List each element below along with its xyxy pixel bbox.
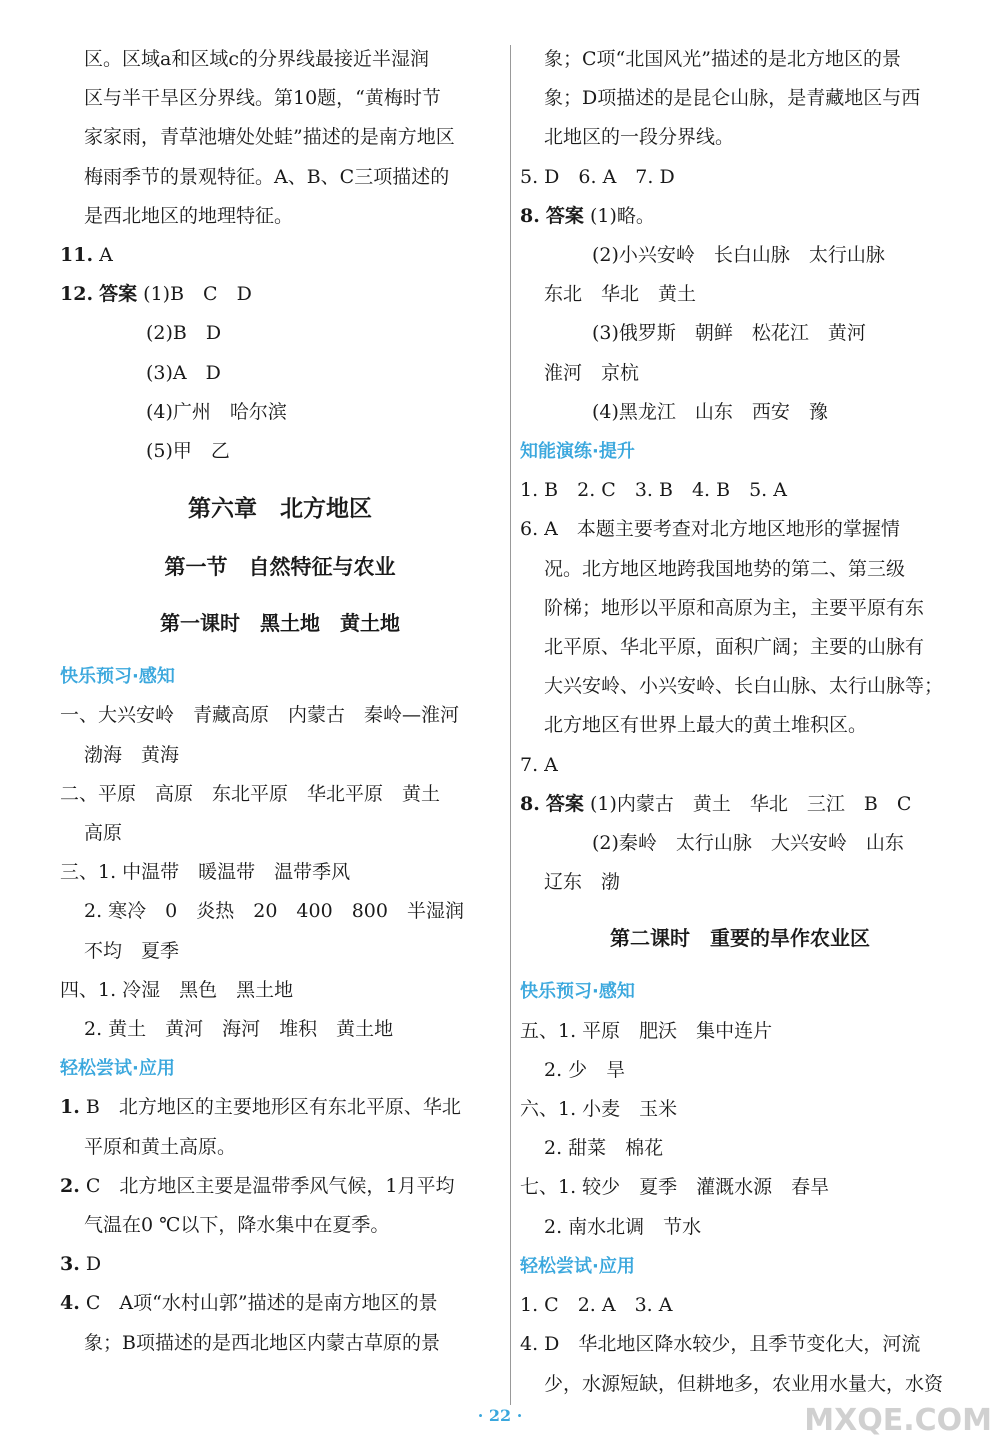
text-line: 是西北地区的地理特征。 <box>84 204 294 227</box>
text-line: 平原和黄土高原。 <box>84 1135 237 1158</box>
text-line: 三、1. 中温带 暖温带 温带季风 <box>60 861 351 884</box>
answer-text: C A项“水村山郭”描述的是南方地区的景 <box>85 1292 438 1315</box>
text-line: 辽东 渤 <box>544 871 621 894</box>
text-line: 少，水源短缺，但耕地多，农业用水量大，水资 <box>544 1372 944 1395</box>
section-heading: 轻松尝试·应用 <box>520 1255 635 1277</box>
question-line <box>60 1245 500 1284</box>
question-number: 8. <box>520 792 540 815</box>
text-line: 北地区的一段分界线。 <box>544 126 735 149</box>
text-line: 淮河 京杭 <box>544 361 640 384</box>
answer-label: 答案 <box>99 283 138 306</box>
answer-text: A <box>99 244 113 267</box>
question-number: 11. <box>60 244 94 267</box>
watermark: MXQE.COM <box>804 1403 992 1438</box>
answer-label: 答案 <box>545 204 584 227</box>
answer-label: 答案 <box>545 792 584 815</box>
question-number: 3. <box>60 1253 80 1276</box>
left-column <box>60 40 500 1363</box>
question-number: 2. <box>60 1174 80 1197</box>
question-number: 4. <box>60 1292 80 1315</box>
lesson-title: 第二课时 重要的旱作农业区 <box>610 926 870 951</box>
text-line: (3)A D <box>146 361 221 384</box>
question-number: 12. <box>60 283 94 306</box>
answers-1-5: 1. B 2. C 3. B 4. B 5. A <box>520 479 787 502</box>
answer-text: (1)内蒙古 黄土 华北 三江 B C <box>589 792 912 815</box>
text-line: 五、1. 平原 肥沃 集中连片 <box>520 1019 773 1042</box>
text-line: (2)小兴安岭 长白山脉 太行山脉 <box>592 244 885 267</box>
text-line: 七、1. 较少 夏季 灌溉水源 春旱 <box>520 1176 830 1199</box>
text-line: (2)B D <box>146 322 222 345</box>
answer-text: (1)略。 <box>589 204 655 227</box>
question-8 <box>520 197 960 236</box>
question-number: 1. <box>60 1096 80 1119</box>
page-number: · 22 · <box>477 1406 523 1425</box>
text-line: 象；D项描述的是昆仑山脉，是青藏地区与西 <box>544 87 921 110</box>
column-divider <box>510 45 511 1405</box>
text-line: 不均 夏季 <box>84 939 180 962</box>
text-line: 4. D 华北地区降水较少，且季节变化大，河流 <box>520 1333 921 1356</box>
text-line: 象；B项描述的是西北地区内蒙古草原的景 <box>84 1331 440 1354</box>
text-line: 北平原、华北平原，面积广阔；主要的山脉有 <box>544 636 925 659</box>
text-line: 2. 少 旱 <box>544 1058 626 1081</box>
answer-text: B 北方地区的主要地形区有东北平原、华北 <box>85 1096 461 1119</box>
text-line: 2. 南水北调 节水 <box>544 1215 702 1238</box>
question-11 <box>60 236 500 275</box>
question-8b <box>520 785 960 824</box>
section-title: 第一节 自然特征与农业 <box>164 555 396 580</box>
text-line: 2. 甜菜 棉花 <box>544 1137 664 1160</box>
text-line: 6. A 本题主要考查对北方地区地形的掌握情 <box>520 518 900 541</box>
text-line: 梅雨季节的景观特征。A、B、C三项描述的 <box>84 165 450 188</box>
section-heading: 轻松尝试·应用 <box>60 1058 175 1080</box>
text-line: 区。区域a和区域c的分界线最接近半湿润 <box>84 48 429 70</box>
text-line: 阶梯；地形以平原和高原为主，主要平原有东 <box>544 596 925 619</box>
answer-text: D <box>85 1253 102 1276</box>
text-line: 东北 华北 黄土 <box>544 283 697 306</box>
section-heading: 快乐预习·感知 <box>60 666 175 688</box>
answers-1-3: 1. C 2. A 3. A <box>520 1294 673 1317</box>
text-line: 北方地区有世界上最大的黄土堆积区。 <box>544 714 868 737</box>
lesson-title: 第一课时 黑土地 黄土地 <box>160 611 400 636</box>
question-line <box>60 1284 500 1323</box>
text-line: (4)黑龙江 山东 西安 豫 <box>592 400 828 423</box>
text-line: 家家雨，青草池塘处处蛙”描述的是南方地区 <box>84 126 455 149</box>
text-line: 四、1. 冷湿 黑色 黑土地 <box>60 978 294 1001</box>
answers-5-7: 5. D 6. A 7. D <box>520 165 675 188</box>
text-line: 渤海 黄海 <box>84 743 180 766</box>
text-line: (3)俄罗斯 朝鲜 松花江 黄河 <box>592 322 866 345</box>
section-heading: 知能演练·提升 <box>520 441 635 463</box>
question-line <box>60 1167 500 1206</box>
text-line: 二、平原 高原 东北平原 华北平原 黄土 <box>60 782 441 805</box>
chapter-title: 第六章 北方地区 <box>188 496 372 523</box>
text-line: 六、1. 小麦 玉米 <box>520 1098 678 1121</box>
text-line: 气温在0 ℃以下，降水集中在夏季。 <box>84 1214 390 1237</box>
question-line <box>60 1088 500 1127</box>
question-12 <box>60 275 500 314</box>
question-number: 8. <box>520 204 540 227</box>
text-line: 一、大兴安岭 青藏高原 内蒙古 秦岭—淮河 <box>60 704 460 727</box>
text-line: 大兴安岭、小兴安岭、长白山脉、太行山脉等； <box>544 675 944 698</box>
answer-text: (1)B C D <box>143 283 252 306</box>
section-heading: 快乐预习·感知 <box>520 981 635 1003</box>
text-line: (4)广州 哈尔滨 <box>146 400 287 423</box>
text-line: 2. 寒冷 0 炎热 20 400 800 半湿润 <box>84 900 464 923</box>
text-line: 7. A <box>520 753 558 776</box>
text-line: 2. 黄土 黄河 海河 堆积 黄土地 <box>84 1018 394 1041</box>
text-line: (5)甲 乙 <box>146 440 230 463</box>
text-line: 象；C项“北国风光”描述的是北方地区的景 <box>544 48 901 70</box>
text-line: 况。北方地区地跨我国地势的第二、第三级 <box>544 557 906 580</box>
text-line: 高原 <box>84 822 123 845</box>
text-line: (2)秦岭 太行山脉 大兴安岭 山东 <box>592 832 904 855</box>
right-column <box>520 40 960 1404</box>
answer-text: C 北方地区主要是温带季风气候，1月平均 <box>85 1174 455 1197</box>
text-line: 区与半干旱区分界线。第10题，“黄梅时节 <box>84 87 441 110</box>
